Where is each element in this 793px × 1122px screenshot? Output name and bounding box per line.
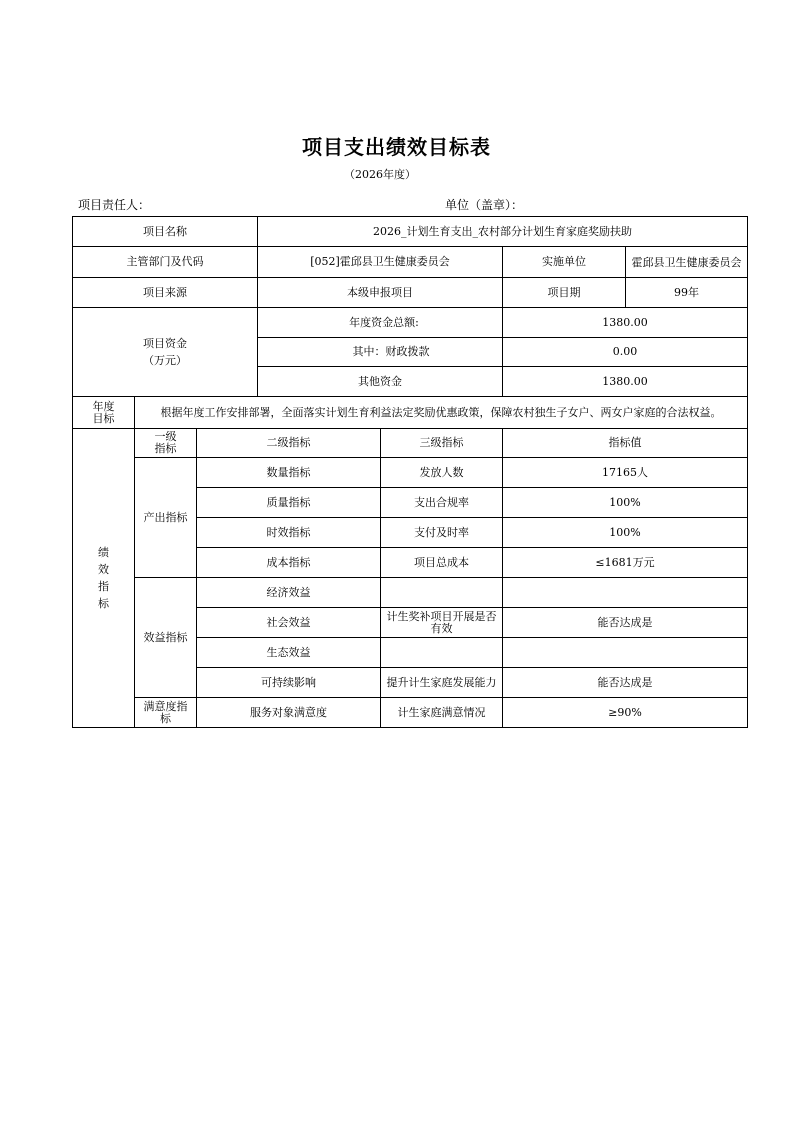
level3-indicator: 计生家庭满意情况	[381, 698, 503, 728]
implementing-unit-value: 霍邱县卫生健康委员会	[626, 247, 748, 278]
level3-indicator: 提升计生家庭发展能力	[381, 668, 503, 698]
indicator-value-header: 指标值	[503, 429, 748, 458]
indicator-value	[503, 638, 748, 668]
project-period-label: 项目期	[503, 278, 626, 308]
level2-indicator: 成本指标	[197, 548, 381, 578]
project-source-label: 项目来源	[73, 278, 258, 308]
indicator-header-row	[73, 429, 748, 458]
level1-indicator-header: 一级 指标	[135, 429, 197, 458]
level3-indicator: 支付及时率	[381, 518, 503, 548]
annual-funds-total-value: 1380.00	[503, 308, 748, 338]
project-period-value: 99年	[626, 278, 748, 308]
project-source-value: 本级申报项目	[258, 278, 503, 308]
level3-indicator	[381, 638, 503, 668]
level2-indicator: 数量指标	[197, 458, 381, 488]
level2-indicator: 可持续影响	[197, 668, 381, 698]
responsible-label: 项目责任人：	[78, 198, 151, 212]
project-name-value: 2026_计划生育支出_农村部分计划生育家庭奖励扶助	[258, 217, 748, 247]
funds-total-row	[73, 308, 748, 338]
year-subtitle: （2026年度）	[344, 168, 416, 181]
output-indicators-label: 产出指标	[135, 458, 197, 578]
level3-indicator: 支出合规率	[381, 488, 503, 518]
level2-indicator: 生态效益	[197, 638, 381, 668]
level2-indicator-header: 二级指标	[197, 429, 381, 458]
project-name-label: 项目名称	[73, 217, 258, 247]
benefit-indicators-label: 效益指标	[135, 578, 197, 698]
department-label: 主管部门及代码	[73, 247, 258, 278]
unit-seal-label: 单位（盖章）：	[445, 198, 524, 212]
fiscal-allocation-value: 0.00	[503, 338, 748, 367]
satisfaction-indicators-label: 满意度指 标	[135, 698, 197, 728]
level3-indicator: 计生奖补项目开展是否有效	[381, 608, 503, 638]
other-funds-label: 其他资金	[258, 367, 503, 397]
level2-indicator: 质量指标	[197, 488, 381, 518]
implementing-unit-label: 实施单位	[503, 247, 626, 278]
level2-indicator: 服务对象满意度	[197, 698, 381, 728]
indicator-value: 100%	[503, 518, 748, 548]
indicator-value: 能否达成是	[503, 668, 748, 698]
performance-indicators-label: 绩效指标	[73, 429, 135, 728]
level2-indicator: 时效指标	[197, 518, 381, 548]
indicator-value: 能否达成是	[503, 608, 748, 638]
fiscal-allocation-label: 其中：财政拨款	[258, 338, 503, 367]
level3-indicator: 发放人数	[381, 458, 503, 488]
page-title: 项目支出绩效目标表	[302, 135, 491, 159]
annual-goal-row	[73, 397, 748, 429]
indicator-value	[503, 578, 748, 608]
table-row	[73, 458, 748, 488]
indicator-value: 100%	[503, 488, 748, 518]
department-value: [052]霍邱县卫生健康委员会	[258, 247, 503, 278]
annual-funds-total-label: 年度资金总额:	[258, 308, 503, 338]
level3-indicator-header: 三级指标	[381, 429, 503, 458]
project-name-row	[73, 217, 748, 247]
annual-goal-label: 年度 目标	[73, 397, 135, 429]
indicator-value: 17165人	[503, 458, 748, 488]
table-row	[73, 698, 748, 728]
level2-indicator: 经济效益	[197, 578, 381, 608]
level3-indicator	[381, 578, 503, 608]
source-row	[73, 278, 748, 308]
performance-target-table	[72, 216, 748, 728]
level3-indicator: 项目总成本	[381, 548, 503, 578]
department-row	[73, 247, 748, 278]
other-funds-value: 1380.00	[503, 367, 748, 397]
table-row	[73, 578, 748, 608]
annual-goal-text: 根据年度工作安排部署，全面落实计划生育利益法定奖励优惠政策，保障农村独生子女户、两女户家庭的合法权益。	[135, 397, 748, 429]
level2-indicator: 社会效益	[197, 608, 381, 638]
project-funds-label: 项目资金 （万元）	[73, 308, 258, 397]
indicator-value: ≥90%	[503, 698, 748, 728]
indicator-value: ≤1681万元	[503, 548, 748, 578]
